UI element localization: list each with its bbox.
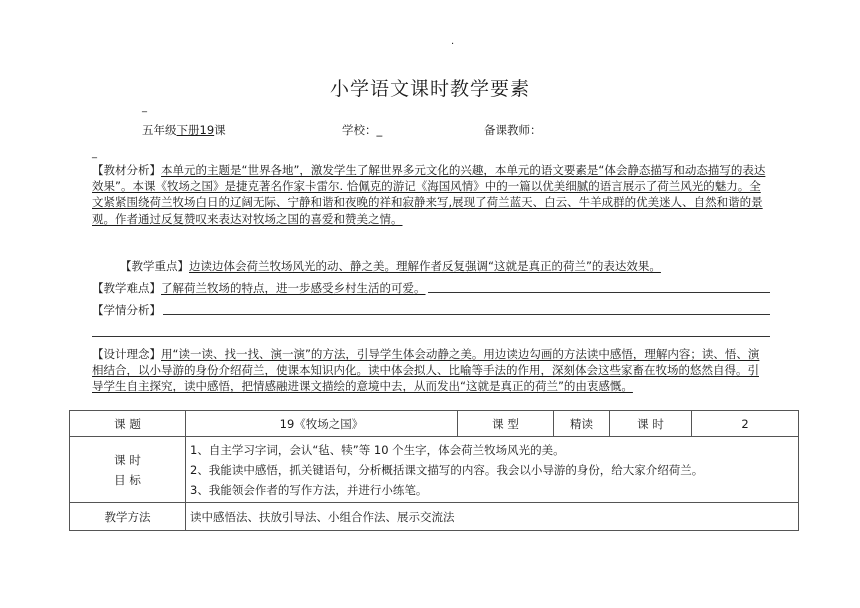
term-text: 下册 <box>176 123 200 137</box>
hours-value: 2 <box>692 411 799 437</box>
difficulty <box>92 280 770 296</box>
student-label: 【学情分析】 <box>92 303 161 317</box>
table-row <box>70 503 799 531</box>
method-label: 教学方法 <box>70 503 186 531</box>
method-value: 读中感悟法、扶放引导法、小组合作法、展示交流法 <box>186 503 799 531</box>
key-point-text: 边读边体会荷兰牧场风光的动、静之美。理解作者反复强调“这就是真正的荷兰”的表达效果。 <box>189 259 661 273</box>
key-point <box>120 258 770 274</box>
goals-label <box>70 437 186 503</box>
type-value: 精读 <box>554 411 610 437</box>
material-analysis <box>92 162 770 227</box>
table-row <box>70 411 799 437</box>
key-point-label: 【教学重点】 <box>120 259 189 273</box>
topic-label: 课 题 <box>70 411 186 437</box>
goals-label-line: 目 标 <box>114 472 141 487</box>
goal-item: 3、我能领会作者的写作方法，并进行小练笔。 <box>190 482 428 497</box>
type-label: 课 型 <box>458 411 554 437</box>
goal-item: 1、自主学习字词，会认“毡、犊”等 10 个生字，体会荷兰牧场风光的美。 <box>190 442 565 457</box>
goal-item: 2、我能读中感悟，抓关键语句，分析概括课文描写的内容。我会以小导游的身份，给大家介绍荷兰。 <box>190 462 704 477</box>
grade-text: 五年级 <box>142 123 177 137</box>
teacher-label: 备课教师： <box>484 123 542 137</box>
header-dot: . <box>451 36 455 47</box>
hours-label: 课 时 <box>610 411 692 437</box>
student-blank-line <box>92 336 770 337</box>
lesson-table <box>69 410 799 531</box>
goals-list <box>186 437 799 503</box>
topic-value: 19《牧场之国》 <box>186 411 458 437</box>
material-text: 本单元的主题是“世界各地”，激发学生了解世界多元文化的兴趣，本单元的语文要素是“体会静态描写和动态描写的表达效果”。本课《牧场之国》是捷克著名作家卡雷尔. 恰佩克的游记《海国风情》中的一篇以优美细腻的语言展示了荷兰风光的魅力。全文紧紧围绕荷兰牧场白日的辽阔无际、宁静和谐和夜晚的祥和寂静来写,展现了荷兰蓝天、白云、牛羊成群的优美迷人、自然和谐的景观。作者通过反复赞叹来表达对牧场之国的喜爱和赞美之情。 <box>92 163 766 226</box>
lesson-unit: 课 <box>214 123 226 137</box>
school-label: 学校： <box>342 123 377 137</box>
page-title: 小学语文课时教学要素 <box>329 78 530 100</box>
difficulty-text: 了解荷兰牧场的特点，进一步感受乡村生活的可爱。 <box>161 281 426 295</box>
stray-mark-2: _ <box>92 148 97 159</box>
table-row <box>70 437 799 503</box>
school-value: _ <box>376 123 383 137</box>
design-label: 【设计理念】 <box>92 347 161 361</box>
lesson-number: 19 <box>199 123 215 137</box>
design-text: 用“读一读、找一找、演一演”的方法，引导学生体会动静之美。用边读边勾画的方法读中感悟，理解内容；读、悟、演相结合，以小导游的身份介绍荷兰，使课本知识内化。读中体会拟人、比喻等手法的作用，深刻体会这些家畜在牧场的悠然自得。引导学生自主探究，读中感悟，把情感融进课文描绘的意境中去，从而发出“这就是真正的荷兰”的由衷感慨。 <box>92 347 760 394</box>
design-concept <box>92 346 770 395</box>
student-underline <box>163 314 770 315</box>
difficulty-label: 【教学难点】 <box>92 281 161 295</box>
goals-label-line: 课 时 <box>114 452 141 467</box>
grade-info <box>142 122 226 138</box>
difficulty-underline <box>428 292 771 293</box>
student-analysis <box>92 302 770 318</box>
material-label: 【教材分析】 <box>92 163 161 177</box>
stray-mark: _ <box>142 102 147 113</box>
school-field <box>342 122 382 138</box>
